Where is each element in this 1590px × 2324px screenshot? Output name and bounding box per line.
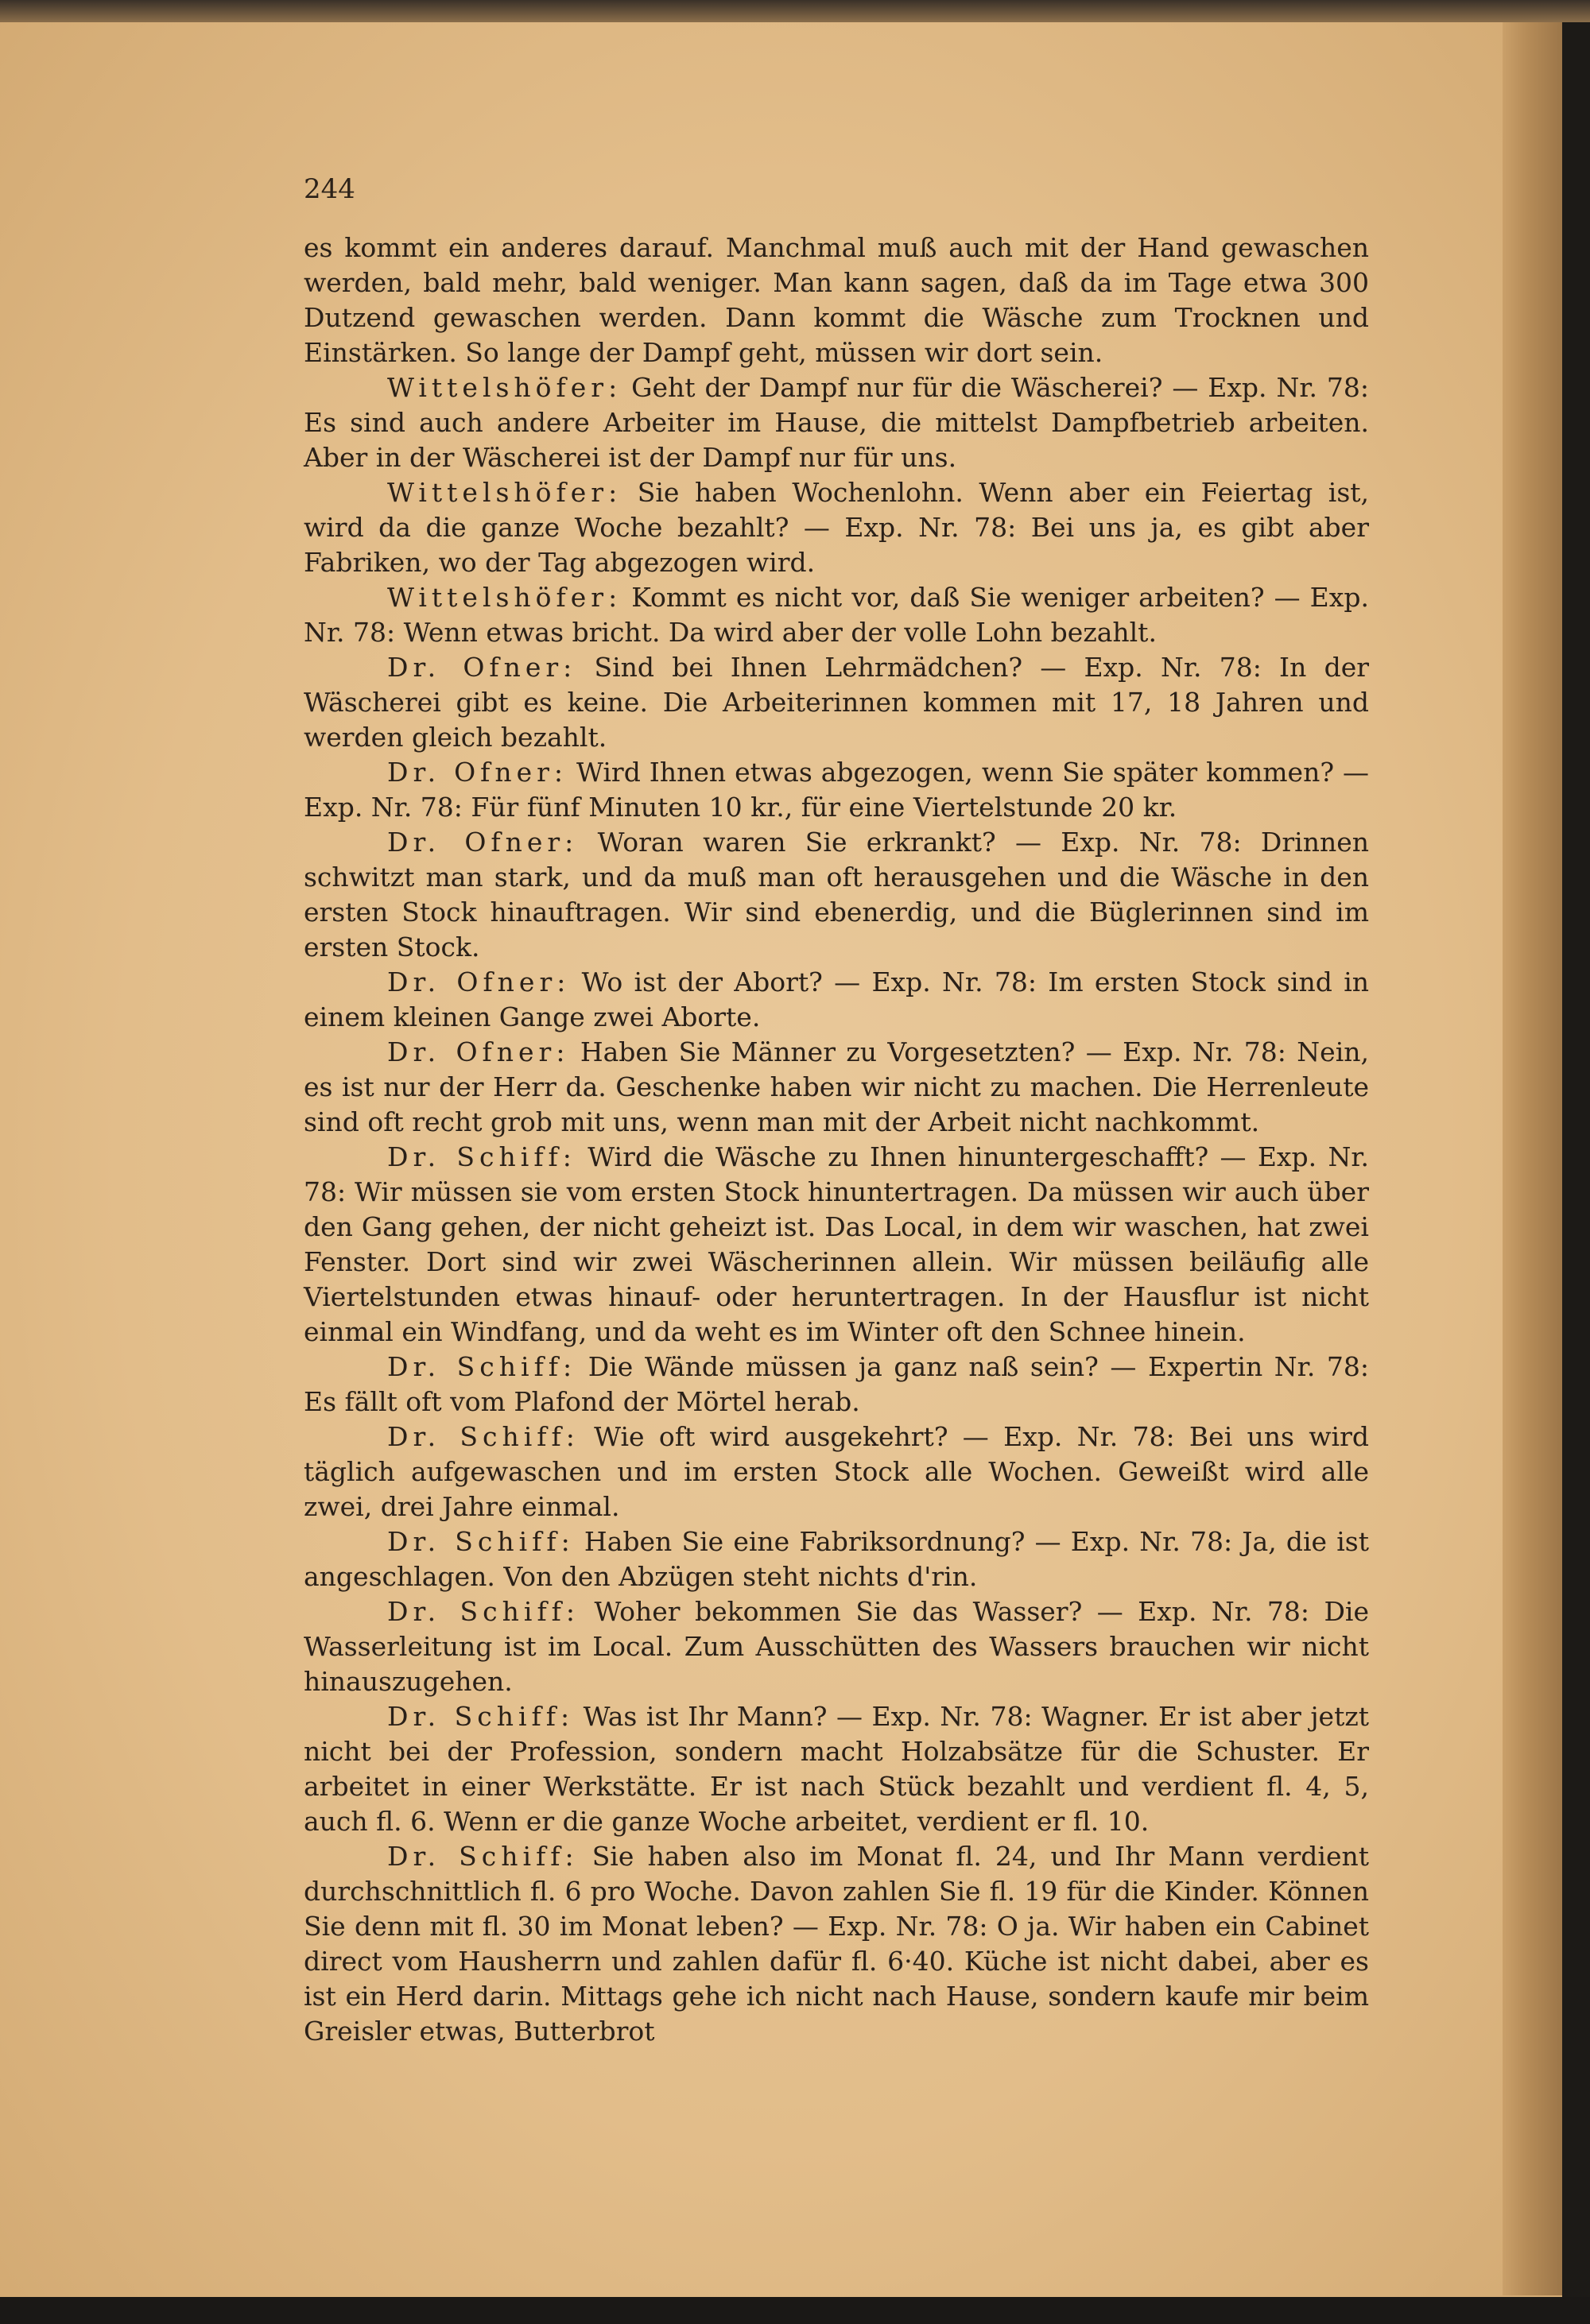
paragraph [304, 755, 1369, 825]
body-text [304, 230, 1369, 2049]
speaker-name: Dr. Schiff: [387, 1701, 575, 1732]
speaker-name: Dr. Ofner: [387, 757, 568, 788]
page-gutter [1503, 22, 1562, 2295]
paragraph-text: Wie oft wird ausgekehrt? — Exp. Nr. 78: Bei uns wird täglich aufgewaschen und im ersten Stock alle Wochen. Geweißt wird alle zwei, drei Jahre einmal. [304, 1421, 1369, 1522]
paragraph-text: Sind bei Ihnen Lehrmädchen? — Exp. Nr. 78: In der Wäscherei gibt es keine. Die Arbeiterinnen kommen mit 17, 18 Jahren und werden gleich bezahlt. [304, 652, 1369, 753]
paragraph-text: Haben Sie eine Fabriksordnung? — Exp. Nr. 78: Ja, die ist angeschlagen. Von den Abzügen steht nichts d'rin. [304, 1526, 1370, 1592]
paragraph-text: Woran waren Sie erkrankt? — Exp. Nr. 78: Drinnen schwitzt man stark, und da muß man oft herausgehen und die Wäsche in den ersten Stock hinauftragen. Wir sind ebenerdig, und die Büglerinnen sind im ersten Stock. [304, 827, 1369, 963]
page-number: 244 [304, 173, 355, 205]
speaker-name: Dr. Schiff: [387, 1351, 577, 1382]
paragraph [304, 580, 1369, 650]
speaker-name: Dr. Schiff: [387, 1421, 580, 1452]
speaker-name: Dr. Ofner: [387, 827, 579, 858]
paragraph [304, 230, 1369, 370]
paragraph [304, 1594, 1369, 1699]
speaker-name: Wittelshöfer: [387, 372, 622, 403]
paragraph-text: Wo ist der Abort? — Exp. Nr. 78: Im ersten Stock sind in einem kleinen Gange zwei Aborte. [304, 966, 1369, 1032]
paragraph [304, 1140, 1369, 1350]
speaker-name: Wittelshöfer: [387, 582, 622, 613]
speaker-name: Dr. Schiff: [387, 1141, 576, 1172]
top-edge [0, 0, 1590, 22]
paragraph-text: Sie haben also im Monat fl. 24, und Ihr Mann verdient durchschnittlich fl. 6 pro Woche. Davon zahlen Sie fl. 19 für die Kinder. Können Sie denn mit fl. 30 im Monat leben? — Exp. Nr. 78: O ja. Wir haben ein Cabinet direct vom Hausherrn und zahlen dafür fl. 6·40. Küche ist nicht dabei, aber es ist ein Herd darin. Mittags gehe ich nicht nach Hause, sondern kaufe mir beim Greisler etwas, Butterbrot [304, 1841, 1370, 2047]
paragraph-text: Wird Ihnen etwas abgezogen, wenn Sie später kommen? — Exp. Nr. 78: Für fünf Minuten 10 kr., für eine Viertelstunde 20 kr. [304, 757, 1369, 823]
speaker-name: Dr. Ofner: [387, 1036, 570, 1067]
paragraph-text: es kommt ein anderes darauf. Manchmal muß auch mit der Hand gewaschen werden, bald mehr, bald weniger. Man kann sagen, daß da im Tage etwa 300 Dutzend gewaschen werden. Dann kommt die Wäsche zum Trocknen und Einstärken. So lange der Dampf geht, müssen wir dort sein. [304, 232, 1369, 368]
paragraph [304, 965, 1369, 1035]
paragraph [304, 1350, 1369, 1420]
speaker-name: Wittelshöfer: [387, 477, 622, 508]
paragraph [304, 1035, 1369, 1140]
paragraph [304, 370, 1369, 475]
paragraph [304, 650, 1369, 755]
paragraph-text: Woher bekommen Sie das Wasser? — Exp. Nr. 78: Die Wasserleitung ist im Local. Zum Ausschütten des Wassers brauchen wir nicht hinauszugehen. [304, 1596, 1369, 1697]
paragraph-text: Haben Sie Männer zu Vorgesetzten? — Exp. Nr. 78: Nein, es ist nur der Herr da. Geschenke haben wir nicht zu machen. Die Herrenleute sind oft recht grob mit uns, wenn man mit der Arbeit nicht nachkommt. [304, 1036, 1370, 1137]
paragraph-text: Kommt es nicht vor, daß Sie weniger arbeiten? — Exp. Nr. 78: Wenn etwas bricht. Da wird aber der volle Lohn bezahlt. [304, 582, 1370, 648]
speaker-name: Dr. Ofner: [387, 652, 577, 683]
paragraph-text: Wird die Wäsche zu Ihnen hinuntergeschafft? — Exp. Nr. 78: Wir müssen sie vom ersten Stock hinuntertragen. Da müssen wir auch über den Gang gehen, der nicht geheizt ist. Das Local, in dem wir waschen, hat zwei Fenster. Dort sind wir zwei Wäscherinnen allein. Wir müssen beiläufig alle Viertelstunden etwas hinauf- oder heruntertragen. In der Hausflur ist nicht einmal ein Windfang, und da weht es im Winter oft den Schnee hinein. [304, 1141, 1369, 1347]
paragraph [304, 825, 1369, 965]
speaker-name: Dr. Schiff: [387, 1596, 580, 1627]
paragraph-text: Was ist Ihr Mann? — Exp. Nr. 78: Wagner. Er ist aber jetzt nicht bei der Profession, sondern macht Holzabsätze für die Schuster. Er arbeitet in einer Werkstätte. Er ist nach Stück bezahlt und verdient fl. 4, 5, auch fl. 6. Wenn er die ganze Woche arbeitet, verdient er fl. 10. [304, 1701, 1369, 1837]
paragraph-text: Sie haben Wochenlohn. Wenn aber ein Feiertag ist, wird da die ganze Woche bezahlt? — Exp. Nr. 78: Bei uns ja, es gibt aber Fabriken, wo der Tag abgezogen wird. [304, 477, 1369, 578]
bottom-edge [0, 2297, 1590, 2324]
paragraph [304, 1420, 1369, 1524]
speaker-name: Dr. Schiff: [387, 1841, 579, 1872]
paragraph-text: Die Wände müssen ja ganz naß sein? — Expertin Nr. 78: Es fällt oft vom Plafond der Mörtel herab. [304, 1351, 1370, 1417]
paragraph [304, 1699, 1369, 1839]
paragraph [304, 1839, 1369, 2049]
speaker-name: Dr. Schiff: [387, 1526, 575, 1557]
paragraph [304, 475, 1369, 580]
paragraph [304, 1524, 1369, 1594]
paragraph-text: Geht der Dampf nur für die Wäscherei? — Exp. Nr. 78: Es sind auch andere Arbeiter im Hause, die mittelst Dampfbetrieb arbeiten. Aber in der Wäscherei ist der Dampf nur für uns. [304, 372, 1369, 473]
speaker-name: Dr. Ofner: [387, 966, 571, 997]
